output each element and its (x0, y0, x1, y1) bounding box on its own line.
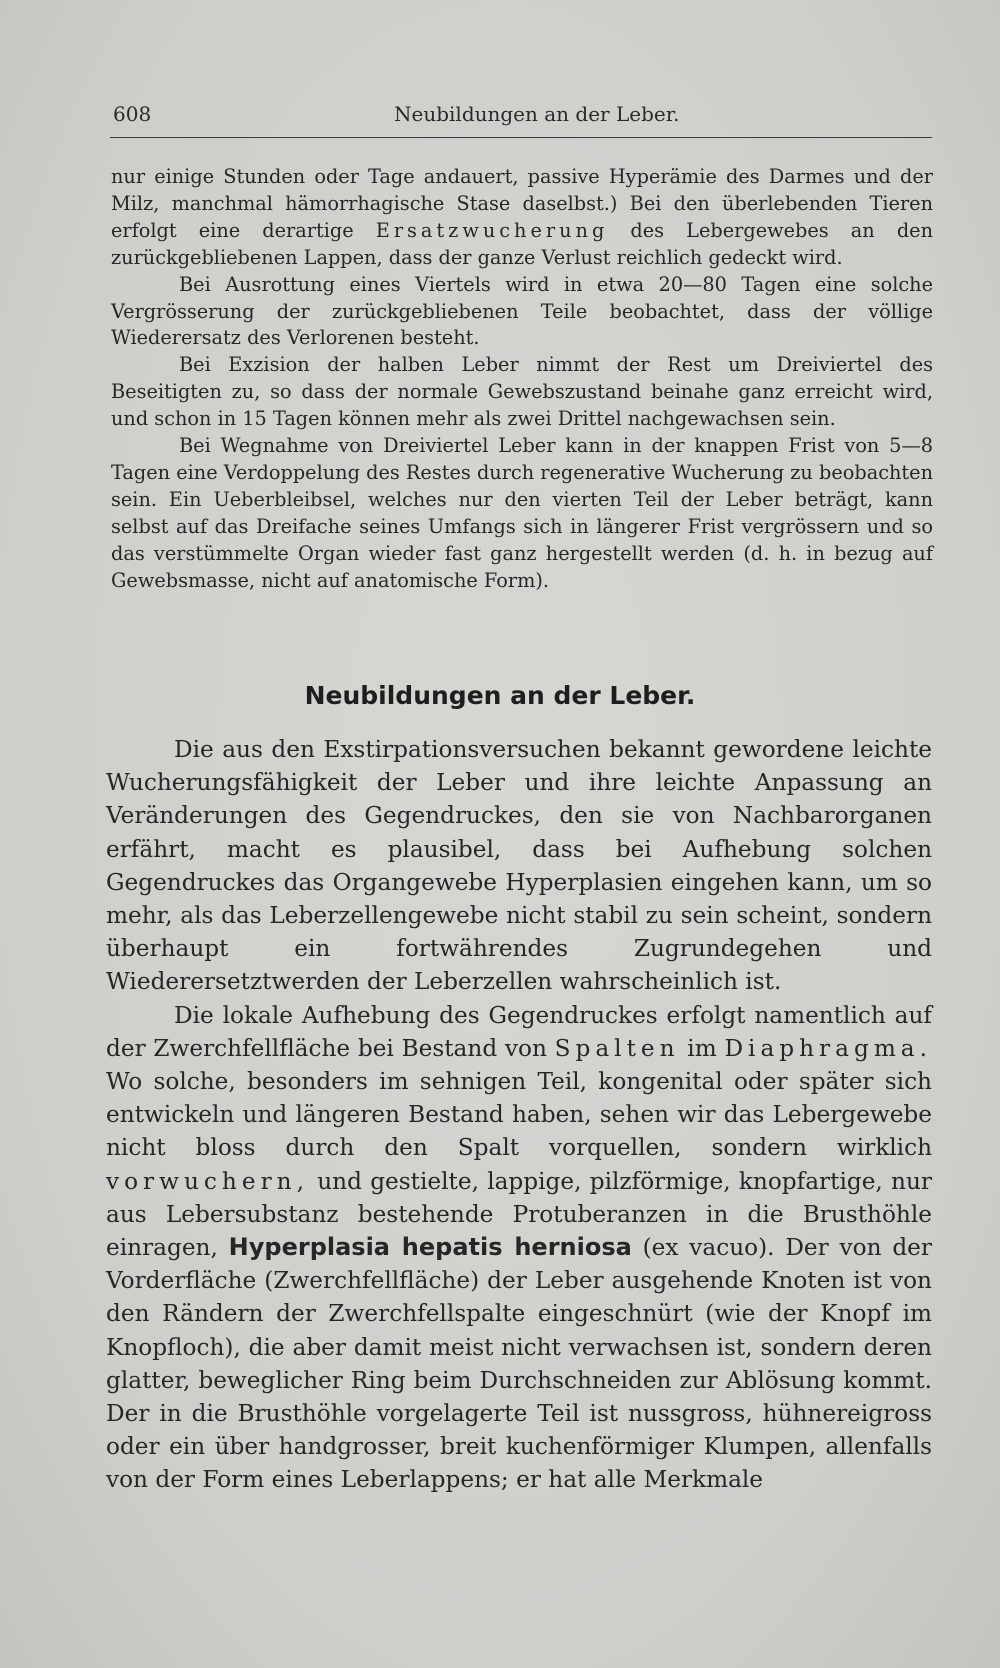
bold-term: Hyperplasia hepatis herniosa (228, 1233, 632, 1262)
header-rule (110, 137, 932, 138)
paragraph (106, 999, 932, 1497)
paragraph (111, 164, 933, 272)
section-heading: Neubildungen an der Leber. (304, 681, 696, 710)
emphasized-term: Spalten (554, 1034, 680, 1062)
previous-section-text (111, 164, 933, 595)
paragraph-text: und gestielte, lappige, pilzförmige, knopfartige, nur aus Lebersubstanz bestehende Protuberanzen in die Brusthöhle einragen, (106, 1167, 932, 1262)
paragraph-text: Die lokale Aufhebung des Gegendruckes erfolgt namentlich auf der Zwerchfellfläche bei Bestand von (106, 1001, 932, 1062)
paragraph-text: nur einige Stunden oder Tage andauert, passive Hyperämie des Darmes und der Milz, manchmal hämorrhagische Stase daselbst.) Bei den überlebenden Tieren erfolgt eine derartige (111, 165, 933, 242)
paragraph-text: im (679, 1034, 725, 1062)
emphasized-term: Diaphragma. (724, 1034, 932, 1062)
paragraph-text: (ex vacuo). Der von der Vorderfläche (Zwerchfellfläche) der Leber ausgehende Knoten ist von den Rändern der Zwerchfellspalte eingeschnürt (wie der Knopf im Knopfloch), die aber damit meist nicht verwachsen ist, sondern deren glatter, beweglicher Ring beim Durchschneiden zur Ablösung kommt. Der in die Brusthöhle vorgelagerte Teil ist nussgross, hühnereigross oder ein über handgrosser, breit kuchenförmiger Klumpen, allenfalls von der Form eines Leberlappens; er hat alle Merkmale (106, 1234, 932, 1494)
paragraph: Bei Wegnahme von Dreiviertel Leber kann in der knappen Frist von 5—8 Tagen eine Verdoppelung des Restes durch regenerative Wucherung zu beobachten sein. Ein Ueberbleibsel, welches nur den vierten Teil der Leber beträgt, kann selbst auf das Dreifache seines Umfangs sich in längerer Frist vergrössern und so das verstümmelte Organ wieder fast ganz hergestellt werden (d. h. in bezug auf Gewebsmasse, nicht auf anatomische Form). (111, 434, 933, 592)
page-number: 608 (113, 102, 152, 126)
emphasized-term: vorwuchern, (106, 1167, 309, 1195)
paragraph-text: Wo solche, besonders im sehnigen Teil, kongenital oder später sich entwickeln und längeren Bestand haben, sehen wir das Lebergewebe nicht bloss durch den Spalt vorquellen, sondern wirklich (106, 1068, 932, 1162)
running-head (113, 102, 933, 132)
paragraph: Bei Ausrottung eines Viertels wird in etwa 20—80 Tagen eine solche Vergrösserung der zurückgebliebenen Teile beobachtet, dass der völlige Wiederersatz des Verlorenen besteht. (111, 272, 933, 350)
paragraph: Bei Exzision der halben Leber nimmt der Rest um Dreiviertel des Beseitigten zu, so dass der normale Gewebszustand beinahe ganz erreicht wird, und schon in 15 Tagen können mehr als zwei Drittel nachgewachsen sein. (111, 353, 933, 431)
emphasized-term: Ersatzwucherung (375, 218, 609, 242)
section-body-text (106, 733, 932, 1497)
paragraph: Die aus den Exstirpationsversuchen bekannt gewordene leichte Wucherungsfähigkeit der Leber und ihre leichte Anpassung an Veränderungen des Gegendruckes, den sie von Nachbarorganen erfährt, macht es plausibel, dass bei Aufhebung solchen Gegendruckes das Organgewebe Hyperplasien eingehen kann, um so mehr, als das Leberzellengewebe nicht stabil zu sein scheint, sondern überhaupt ein fortwährendes Zugrundegehen und Wiederersetztwerden der Leberzellen wahrscheinlich ist. (106, 736, 932, 996)
paragraph-text: des Lebergewebes an den zurückgebliebenen Lappen, dass der ganze Verlust reichlich gedeckt wird. (111, 218, 934, 269)
running-title: Neubildungen an der Leber. (394, 102, 680, 126)
